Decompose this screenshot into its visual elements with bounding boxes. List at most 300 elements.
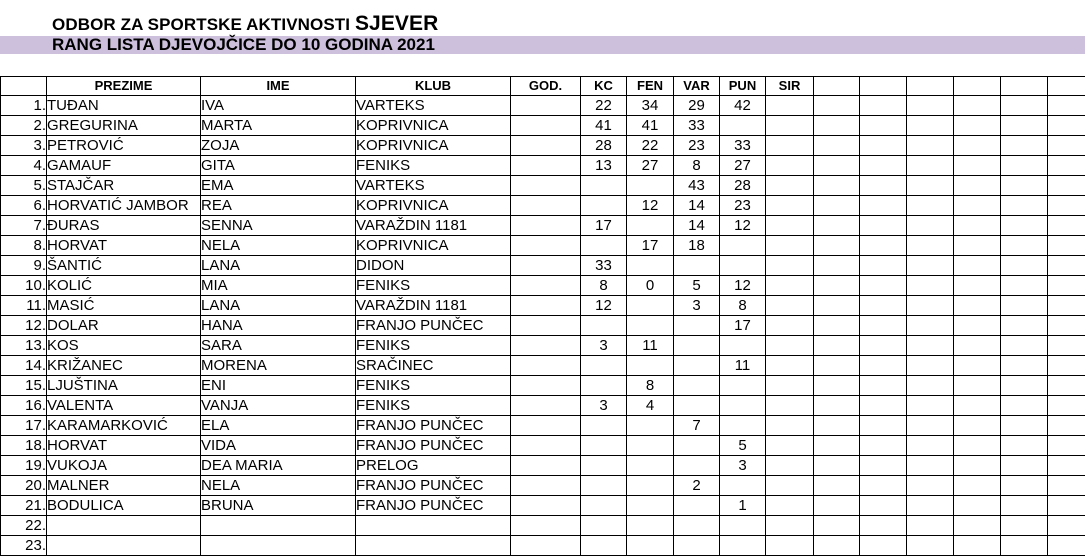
- pun-cell: [720, 376, 766, 396]
- empty-cell: [954, 536, 1001, 556]
- pun-cell: 33: [720, 136, 766, 156]
- empty-cell: [860, 416, 907, 436]
- kc-cell: [581, 376, 627, 396]
- sir-cell: [766, 336, 814, 356]
- ranking-table: [0, 76, 1085, 556]
- surname-cell: KOLIĆ: [47, 276, 201, 296]
- var-cell: 43: [674, 176, 720, 196]
- pun-cell: [720, 476, 766, 496]
- empty-cell: [1001, 216, 1048, 236]
- empty-cell: [814, 456, 860, 476]
- name-cell: VIDA: [201, 436, 356, 456]
- god-cell: [511, 516, 581, 536]
- empty-cell: [1001, 416, 1048, 436]
- fen-cell: 11: [627, 336, 674, 356]
- empty-cell: [814, 176, 860, 196]
- club-cell: FENIKS: [356, 156, 511, 176]
- name-cell: LANA: [201, 296, 356, 316]
- empty-cell: [954, 416, 1001, 436]
- empty-cell: [860, 376, 907, 396]
- empty-cell: [1048, 436, 1085, 456]
- empty-cell: [907, 276, 954, 296]
- god-cell: [511, 116, 581, 136]
- god-cell: [511, 416, 581, 436]
- pun-cell: 11: [720, 356, 766, 376]
- empty-cell: [1048, 336, 1085, 356]
- table-row: [1, 296, 1085, 316]
- pun-cell: 12: [720, 216, 766, 236]
- empty-cell: [907, 256, 954, 276]
- empty-cell: [907, 136, 954, 156]
- column-header-ime: IME: [201, 77, 356, 96]
- var-cell: [674, 336, 720, 356]
- fen-cell: [627, 356, 674, 376]
- table-row: [1, 456, 1085, 476]
- empty-cell: [1048, 316, 1085, 336]
- god-cell: [511, 236, 581, 256]
- empty-cell: [907, 316, 954, 336]
- empty-cell: [1001, 236, 1048, 256]
- sir-cell: [766, 416, 814, 436]
- fen-cell: [627, 416, 674, 436]
- rank-cell: 9.: [1, 256, 47, 276]
- kc-cell: [581, 456, 627, 476]
- surname-cell: DOLAR: [47, 316, 201, 336]
- empty-cell: [907, 436, 954, 456]
- empty-cell: [814, 376, 860, 396]
- rank-cell: 7.: [1, 216, 47, 236]
- name-cell: MIA: [201, 276, 356, 296]
- kc-cell: [581, 536, 627, 556]
- pun-cell: 5: [720, 436, 766, 456]
- rank-cell: 5.: [1, 176, 47, 196]
- pun-cell: 3: [720, 456, 766, 476]
- table-body: [1, 96, 1085, 556]
- rank-cell: 15.: [1, 376, 47, 396]
- table-row: [1, 156, 1085, 176]
- club-cell: VARAŽDIN 1181: [356, 296, 511, 316]
- name-cell: VANJA: [201, 396, 356, 416]
- name-cell: NELA: [201, 236, 356, 256]
- sir-cell: [766, 516, 814, 536]
- empty-cell: [1048, 216, 1085, 236]
- var-cell: [674, 376, 720, 396]
- sir-cell: [766, 316, 814, 336]
- name-cell: IVA: [201, 96, 356, 116]
- name-cell: ENI: [201, 376, 356, 396]
- empty-cell: [954, 376, 1001, 396]
- surname-cell: LJUŠTINA: [47, 376, 201, 396]
- table-row: [1, 176, 1085, 196]
- fen-cell: [627, 456, 674, 476]
- column-header-pun: PUN: [720, 77, 766, 96]
- surname-cell: VALENTA: [47, 396, 201, 416]
- empty-cell: [954, 216, 1001, 236]
- table-row: [1, 316, 1085, 336]
- sir-cell: [766, 96, 814, 116]
- empty-cell: [860, 436, 907, 456]
- ranking-subtitle: RANG LISTA DJEVOJČICE DO 10 GODINA 2021: [52, 35, 435, 54]
- empty-cell: [814, 256, 860, 276]
- pun-cell: 12: [720, 276, 766, 296]
- sir-cell: [766, 436, 814, 456]
- empty-cell: [860, 196, 907, 216]
- empty-cell: [814, 316, 860, 336]
- empty-cell: [1001, 516, 1048, 536]
- table-row: [1, 96, 1085, 116]
- empty-cell: [1001, 176, 1048, 196]
- pun-cell: 23: [720, 196, 766, 216]
- surname-cell: BODULICA: [47, 496, 201, 516]
- sir-cell: [766, 176, 814, 196]
- empty-cell: [860, 96, 907, 116]
- table-row: [1, 496, 1085, 516]
- column-header-empty: [860, 77, 907, 96]
- table-row: [1, 376, 1085, 396]
- empty-cell: [814, 116, 860, 136]
- empty-cell: [907, 176, 954, 196]
- empty-cell: [954, 436, 1001, 456]
- var-cell: [674, 396, 720, 416]
- surname-cell: MASIĆ: [47, 296, 201, 316]
- empty-cell: [907, 156, 954, 176]
- empty-cell: [1001, 536, 1048, 556]
- rank-cell: 1.: [1, 96, 47, 116]
- empty-cell: [860, 336, 907, 356]
- fen-cell: 27: [627, 156, 674, 176]
- pun-cell: 27: [720, 156, 766, 176]
- column-header-god: GOD.: [511, 77, 581, 96]
- empty-cell: [814, 216, 860, 236]
- club-cell: KOPRIVNICA: [356, 196, 511, 216]
- empty-cell: [1001, 476, 1048, 496]
- rank-cell: 12.: [1, 316, 47, 336]
- pun-cell: 42: [720, 96, 766, 116]
- empty-cell: [1048, 176, 1085, 196]
- empty-cell: [954, 336, 1001, 356]
- empty-cell: [860, 476, 907, 496]
- empty-cell: [814, 416, 860, 436]
- rank-cell: 2.: [1, 116, 47, 136]
- club-cell: FRANJO PUNČEC: [356, 416, 511, 436]
- pun-cell: [720, 116, 766, 136]
- var-cell: [674, 256, 720, 276]
- god-cell: [511, 136, 581, 156]
- fen-cell: [627, 476, 674, 496]
- empty-cell: [1048, 536, 1085, 556]
- god-cell: [511, 176, 581, 196]
- empty-cell: [1001, 156, 1048, 176]
- empty-cell: [860, 276, 907, 296]
- empty-cell: [860, 256, 907, 276]
- column-header-empty: [1048, 77, 1085, 96]
- empty-cell: [907, 116, 954, 136]
- empty-cell: [860, 156, 907, 176]
- empty-cell: [814, 476, 860, 496]
- empty-cell: [814, 336, 860, 356]
- column-header-sir: SIR: [766, 77, 814, 96]
- rank-cell: 21.: [1, 496, 47, 516]
- empty-cell: [1001, 296, 1048, 316]
- table-row: [1, 216, 1085, 236]
- empty-cell: [1048, 156, 1085, 176]
- empty-cell: [907, 236, 954, 256]
- empty-cell: [954, 156, 1001, 176]
- god-cell: [511, 336, 581, 356]
- club-cell: KOPRIVNICA: [356, 116, 511, 136]
- empty-cell: [954, 96, 1001, 116]
- empty-cell: [1048, 356, 1085, 376]
- surname-cell: HORVATIĆ JAMBOR: [47, 196, 201, 216]
- fen-cell: [627, 316, 674, 336]
- sir-cell: [766, 156, 814, 176]
- god-cell: [511, 436, 581, 456]
- club-cell: PRELOG: [356, 456, 511, 476]
- table-row: [1, 356, 1085, 376]
- empty-cell: [1001, 276, 1048, 296]
- empty-cell: [954, 476, 1001, 496]
- empty-cell: [860, 116, 907, 136]
- empty-cell: [814, 276, 860, 296]
- var-cell: [674, 536, 720, 556]
- god-cell: [511, 476, 581, 496]
- god-cell: [511, 296, 581, 316]
- sir-cell: [766, 476, 814, 496]
- empty-cell: [954, 456, 1001, 476]
- empty-cell: [1001, 436, 1048, 456]
- table-row: [1, 116, 1085, 136]
- rank-cell: 19.: [1, 456, 47, 476]
- fen-cell: 41: [627, 116, 674, 136]
- name-cell: SARA: [201, 336, 356, 356]
- club-cell: KOPRIVNICA: [356, 236, 511, 256]
- sir-cell: [766, 276, 814, 296]
- empty-cell: [1048, 496, 1085, 516]
- table-row: [1, 136, 1085, 156]
- empty-cell: [907, 296, 954, 316]
- pun-cell: [720, 396, 766, 416]
- column-header-var: VAR: [674, 77, 720, 96]
- empty-cell: [860, 316, 907, 336]
- empty-cell: [860, 356, 907, 376]
- var-cell: 14: [674, 216, 720, 236]
- empty-cell: [954, 396, 1001, 416]
- god-cell: [511, 96, 581, 116]
- column-header-empty: [1001, 77, 1048, 96]
- empty-cell: [1001, 316, 1048, 336]
- sir-cell: [766, 376, 814, 396]
- table-row: [1, 336, 1085, 356]
- empty-cell: [954, 296, 1001, 316]
- pun-cell: [720, 336, 766, 356]
- kc-cell: 13: [581, 156, 627, 176]
- var-cell: [674, 316, 720, 336]
- sir-cell: [766, 256, 814, 276]
- name-cell: REA: [201, 196, 356, 216]
- rank-cell: 4.: [1, 156, 47, 176]
- empty-cell: [1048, 396, 1085, 416]
- empty-cell: [1001, 496, 1048, 516]
- pun-cell: [720, 516, 766, 536]
- var-cell: 14: [674, 196, 720, 216]
- empty-cell: [1048, 96, 1085, 116]
- table-row: [1, 536, 1085, 556]
- kc-cell: [581, 356, 627, 376]
- kc-cell: 12: [581, 296, 627, 316]
- god-cell: [511, 536, 581, 556]
- rank-cell: 8.: [1, 236, 47, 256]
- god-cell: [511, 316, 581, 336]
- header-title: [52, 12, 438, 36]
- god-cell: [511, 396, 581, 416]
- kc-cell: 8: [581, 276, 627, 296]
- var-cell: 7: [674, 416, 720, 436]
- empty-cell: [1048, 276, 1085, 296]
- empty-cell: [814, 96, 860, 116]
- club-cell: FENIKS: [356, 376, 511, 396]
- club-cell: VARAŽDIN 1181: [356, 216, 511, 236]
- empty-cell: [1048, 136, 1085, 156]
- header-title-prefix: ODBOR ZA SPORTSKE AKTIVNOSTI: [52, 15, 355, 34]
- table-row: [1, 516, 1085, 536]
- var-cell: 8: [674, 156, 720, 176]
- fen-cell: [627, 216, 674, 236]
- name-cell: ZOJA: [201, 136, 356, 156]
- empty-cell: [1001, 396, 1048, 416]
- empty-cell: [1048, 256, 1085, 276]
- god-cell: [511, 376, 581, 396]
- fen-cell: 17: [627, 236, 674, 256]
- sir-cell: [766, 396, 814, 416]
- empty-cell: [1001, 456, 1048, 476]
- sir-cell: [766, 116, 814, 136]
- empty-cell: [1001, 256, 1048, 276]
- surname-cell: MALNER: [47, 476, 201, 496]
- club-cell: VARTEKS: [356, 96, 511, 116]
- pun-cell: 17: [720, 316, 766, 336]
- sir-cell: [766, 216, 814, 236]
- kc-cell: 33: [581, 256, 627, 276]
- club-cell: FRANJO PUNČEC: [356, 476, 511, 496]
- surname-cell: KARAMARKOVIĆ: [47, 416, 201, 436]
- god-cell: [511, 256, 581, 276]
- empty-cell: [1001, 196, 1048, 216]
- empty-cell: [907, 476, 954, 496]
- club-cell: [356, 516, 511, 536]
- kc-cell: [581, 416, 627, 436]
- club-cell: FRANJO PUNČEC: [356, 436, 511, 456]
- surname-cell: GREGURINA: [47, 116, 201, 136]
- god-cell: [511, 156, 581, 176]
- empty-cell: [1048, 236, 1085, 256]
- fen-cell: [627, 296, 674, 316]
- var-cell: [674, 436, 720, 456]
- empty-cell: [907, 356, 954, 376]
- sir-cell: [766, 196, 814, 216]
- empty-cell: [860, 136, 907, 156]
- name-cell: MARTA: [201, 116, 356, 136]
- empty-cell: [954, 496, 1001, 516]
- table-row: [1, 396, 1085, 416]
- pun-cell: [720, 256, 766, 276]
- empty-cell: [907, 96, 954, 116]
- rank-cell: 22.: [1, 516, 47, 536]
- rank-cell: 3.: [1, 136, 47, 156]
- god-cell: [511, 276, 581, 296]
- empty-cell: [907, 396, 954, 416]
- fen-cell: 34: [627, 96, 674, 116]
- club-cell: FRANJO PUNČEC: [356, 316, 511, 336]
- god-cell: [511, 216, 581, 236]
- surname-cell: PETROVIĆ: [47, 136, 201, 156]
- column-header-prezime: PREZIME: [47, 77, 201, 96]
- empty-cell: [814, 516, 860, 536]
- rank-cell: 17.: [1, 416, 47, 436]
- club-cell: KOPRIVNICA: [356, 136, 511, 156]
- kc-cell: [581, 316, 627, 336]
- kc-cell: 22: [581, 96, 627, 116]
- name-cell: EMA: [201, 176, 356, 196]
- club-cell: FENIKS: [356, 276, 511, 296]
- table-row: [1, 276, 1085, 296]
- kc-cell: 41: [581, 116, 627, 136]
- table-row: [1, 236, 1085, 256]
- var-cell: 2: [674, 476, 720, 496]
- column-header-empty: [954, 77, 1001, 96]
- pun-cell: 1: [720, 496, 766, 516]
- god-cell: [511, 196, 581, 216]
- empty-cell: [1048, 416, 1085, 436]
- empty-cell: [907, 536, 954, 556]
- empty-cell: [860, 176, 907, 196]
- name-cell: [201, 536, 356, 556]
- fen-cell: 12: [627, 196, 674, 216]
- kc-cell: [581, 236, 627, 256]
- rank-cell: 11.: [1, 296, 47, 316]
- club-cell: SRAČINEC: [356, 356, 511, 376]
- var-cell: 18: [674, 236, 720, 256]
- column-header-empty: [814, 77, 860, 96]
- fen-cell: [627, 436, 674, 456]
- empty-cell: [954, 516, 1001, 536]
- empty-cell: [954, 236, 1001, 256]
- pun-cell: [720, 416, 766, 436]
- empty-cell: [1048, 456, 1085, 476]
- fen-cell: 4: [627, 396, 674, 416]
- empty-cell: [814, 496, 860, 516]
- empty-cell: [1048, 476, 1085, 496]
- empty-cell: [814, 156, 860, 176]
- table-row: [1, 196, 1085, 216]
- table-row: [1, 476, 1085, 496]
- name-cell: SENNA: [201, 216, 356, 236]
- empty-cell: [860, 216, 907, 236]
- name-cell: DEA MARIA: [201, 456, 356, 476]
- sir-cell: [766, 496, 814, 516]
- name-cell: GITA: [201, 156, 356, 176]
- kc-cell: [581, 176, 627, 196]
- empty-cell: [814, 356, 860, 376]
- rank-cell: 16.: [1, 396, 47, 416]
- fen-cell: 22: [627, 136, 674, 156]
- empty-cell: [907, 376, 954, 396]
- kc-cell: [581, 476, 627, 496]
- column-header-empty: [907, 77, 954, 96]
- empty-cell: [860, 516, 907, 536]
- kc-cell: 28: [581, 136, 627, 156]
- rank-cell: 14.: [1, 356, 47, 376]
- empty-cell: [1001, 356, 1048, 376]
